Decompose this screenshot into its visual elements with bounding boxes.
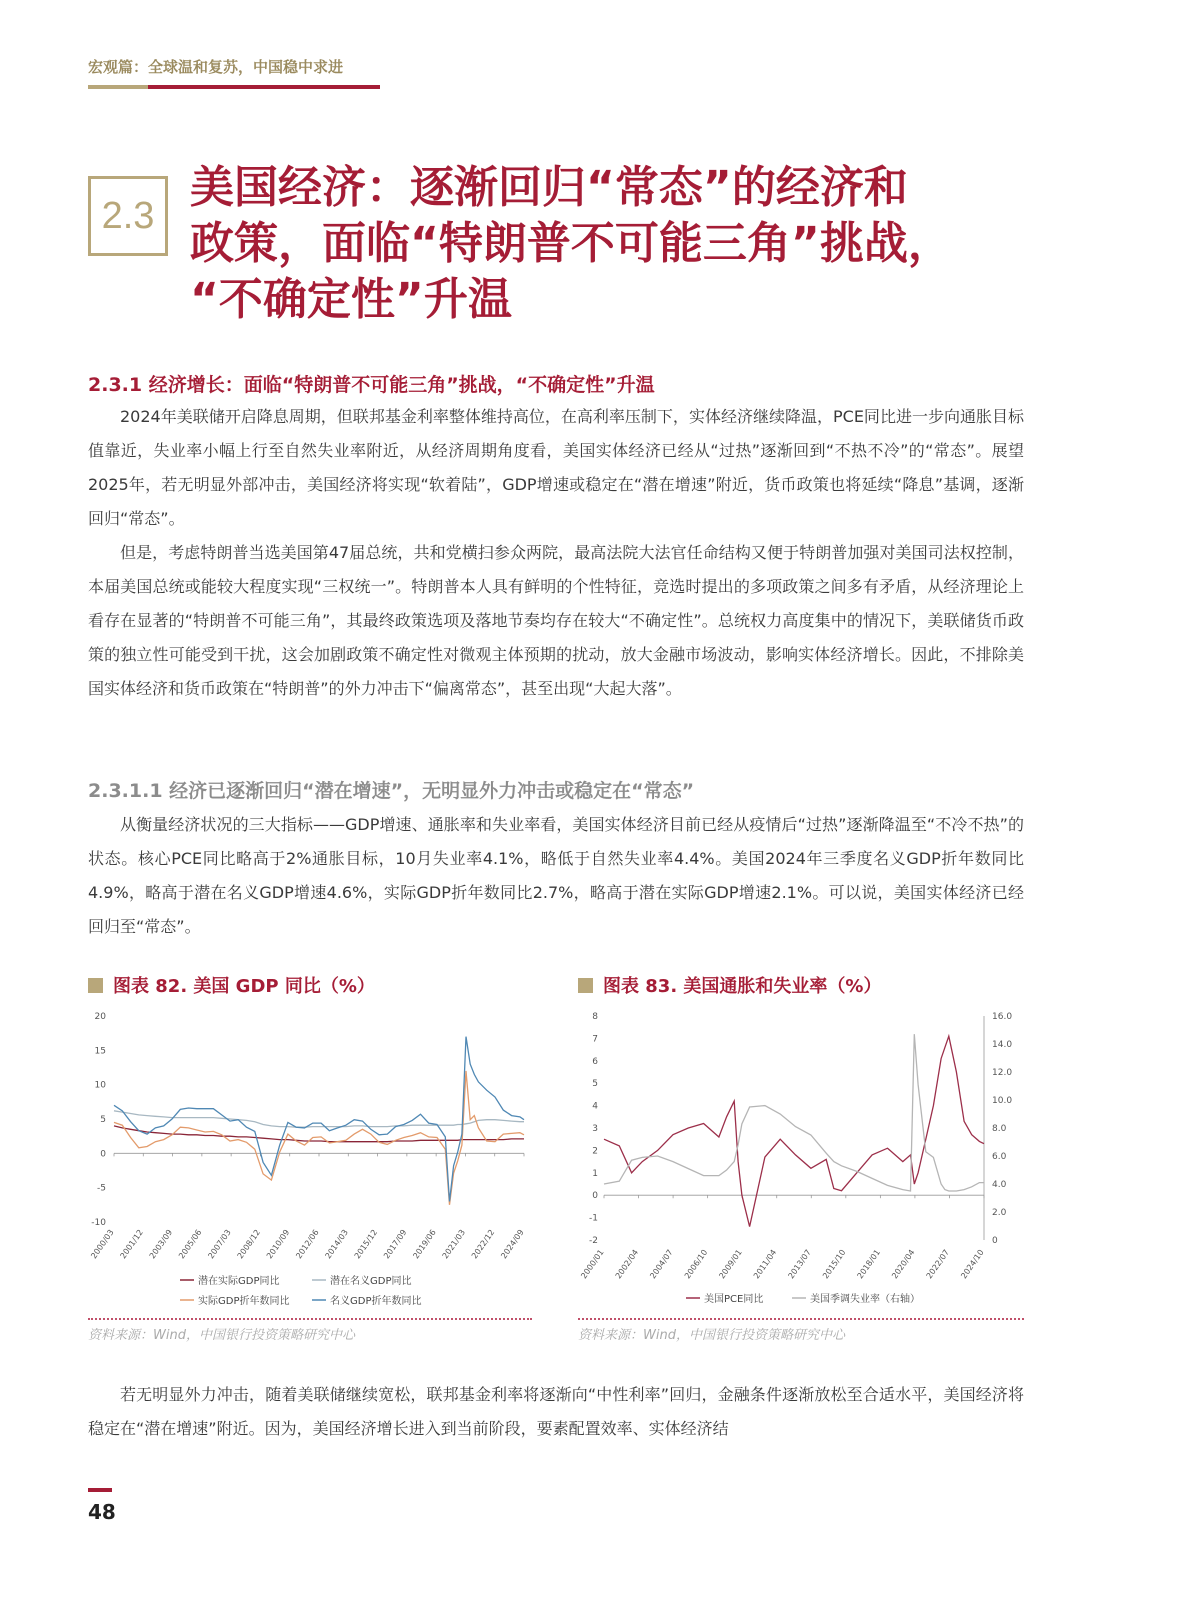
x-tick-label: 2018/01 <box>855 1247 883 1281</box>
section-number-box: 2.3 <box>88 176 168 256</box>
y2-tick-label: 16.0 <box>992 1012 1013 1022</box>
legend-label: 名义GDP折年数同比 <box>330 1296 422 1307</box>
figure-83-title <box>578 972 881 998</box>
y2-tick-label: 12.0 <box>992 1068 1013 1078</box>
y-tick-label: 4 <box>592 1101 598 1112</box>
x-tick-label: 2005/06 <box>177 1227 204 1261</box>
x-tick-label: 2000/01 <box>579 1247 606 1281</box>
figure-82-divider <box>88 1318 532 1320</box>
legend-label: 美国PCE同比 <box>704 1294 764 1305</box>
x-tick-label: 2017/09 <box>382 1227 409 1261</box>
x-tick-label: 2010/09 <box>264 1227 292 1261</box>
x-tick-label: 2006/10 <box>682 1247 710 1281</box>
y-tick-label: 1 <box>592 1168 598 1179</box>
running-header: 宏观篇：全球温和复苏，中国稳中求进 <box>88 58 344 76</box>
x-tick-label: 2024/09 <box>499 1227 526 1261</box>
legend-label: 潜在名义GDP同比 <box>330 1276 412 1287</box>
x-tick-label: 2004/07 <box>648 1247 675 1281</box>
x-tick-label: 2012/06 <box>294 1227 321 1261</box>
y-tick-label: 0 <box>592 1191 598 1202</box>
y-tick-label: 8 <box>592 1012 598 1022</box>
y-tick-label: -2 <box>589 1236 598 1246</box>
section-title-line: “不确定性”升温 <box>190 274 512 325</box>
figure-83-title-text: 图表 83. 美国通胀和失业率（%） <box>603 976 882 997</box>
subsubsection-heading: 2.3.1.1 经济已逐渐回归“潜在增速”，无明显外力冲击或稳定在“常态” <box>88 780 695 802</box>
x-tick-label: 2000/03 <box>89 1227 116 1261</box>
y-tick-label: 3 <box>592 1124 598 1134</box>
figure-82-title <box>88 972 375 998</box>
body-paragraph-1: 2024年美联储开启降息周期，但联邦基金利率整体维持高位，在高利率压制下，实体经济继续降温，PCE同比进一步向通胀目标值靠近，失业率小幅上行至自然失业率附近，从经济周期角度看，美国实体经济已经从“过热”逐渐回到“不热不冷”的“常态”。展望2025年，若无明显外部冲击，美国经济将实现“软着陆”，GDP增速或稳定在“潜在增速”附近，货币政策也将延续“降息”基调，逐渐回归“常态”。 <box>88 407 1024 528</box>
subsection-heading: 2.3.1 经济增长：面临“特朗普不可能三角”挑战，“不确定性”升温 <box>88 374 655 396</box>
header-rule-red <box>148 85 380 89</box>
x-tick-label: 2008/12 <box>235 1227 263 1261</box>
figure-square-icon <box>578 978 593 993</box>
legend-label: 美国季调失业率（右轴） <box>810 1294 920 1305</box>
figure-square-icon <box>88 978 103 993</box>
body-paragraph-3: 从衡量经济状况的三大指标——GDP增速、通胀率和失业率看，美国实体经济目前已经从疫情后“过热”逐渐降温至“不冷不热”的状态。核心PCE同比略高于2%通胀目标，10月失业率4.1%，略低于自然失业率4.4%。美国2024年三季度名义GDP折年数同比4.9%，略高于潜在名义GDP增速4.6%，实际GDP折年数同比2.7%，略高于潜在实际GDP增速2.1%。可以说，美国实体经济已经回归至“常态”。 <box>88 815 1024 936</box>
section-title-line: 美国经济：逐渐回归“常态”的经济和 <box>190 162 908 213</box>
y2-tick-label: 6.0 <box>992 1152 1007 1162</box>
series-line <box>604 1034 984 1191</box>
y-tick-label: 6 <box>592 1056 598 1067</box>
x-tick-label: 2015/10 <box>821 1247 848 1281</box>
y-tick-label: 20 <box>94 1012 106 1022</box>
y-tick-label: 7 <box>592 1034 598 1045</box>
x-tick-label: 2009/01 <box>717 1247 744 1281</box>
gdp-chart <box>84 1006 544 1316</box>
series-line <box>114 1037 524 1202</box>
header-rule-gold <box>88 85 148 89</box>
x-tick-label: 2001/12 <box>118 1227 145 1261</box>
y-tick-label: -5 <box>97 1183 106 1194</box>
y-tick-label: 2 <box>592 1146 598 1157</box>
x-tick-label: 2019/06 <box>411 1227 438 1261</box>
y2-tick-label: 0 <box>992 1236 998 1246</box>
y-tick-label: 0 <box>100 1149 106 1160</box>
legend-label: 潜在实际GDP同比 <box>198 1276 280 1287</box>
page-number: 48 <box>88 1500 116 1524</box>
body-paragraph-2: 但是，考虑特朗普当选美国第47届总统，共和党横扫参众两院，最高法院大法官任命结构又便于特朗普加强对美国司法权控制，本届美国总统或能较大程度实现“三权统一”。特朗普本人具有鲜明的个性特征，竞选时提出的多项政策之间多有矛盾，从经济理论上看存在显著的“特朗普不可能三角”，其最终政策选项及落地节奏均存在较大“不确定性”。总统权力高度集中的情况下，美联储货币政策的独立性可能受到干扰，这会加剧政策不确定性对微观主体预期的扰动，放大金融市场波动，影响实体经济增长。因此，不排除美国实体经济和货币政策在“特朗普”的外力冲击下“偏离常态”，甚至出现“大起大落”。 <box>88 543 1024 698</box>
y2-tick-label: 14.0 <box>992 1040 1013 1050</box>
figure-83-source: 资料来源：Wind，中国银行投资策略研究中心 <box>578 1328 845 1343</box>
legend-label: 实际GDP折年数同比 <box>198 1296 290 1307</box>
x-tick-label: 2007/03 <box>206 1227 233 1261</box>
y-tick-label: -1 <box>589 1213 598 1224</box>
section-title <box>190 160 1040 328</box>
section-title-line: 政策，面临“特朗普不可能三角”挑战， <box>190 218 952 269</box>
y2-tick-label: 8.0 <box>992 1124 1007 1134</box>
x-tick-label: 2015/12 <box>352 1227 380 1261</box>
x-tick-label: 2014/03 <box>323 1227 350 1261</box>
inflation-unemployment-chart <box>574 1006 1034 1316</box>
y2-tick-label: 10.0 <box>992 1096 1013 1106</box>
x-tick-label: 2013/07 <box>786 1247 813 1281</box>
series-line <box>604 1036 984 1226</box>
x-tick-label: 2011/04 <box>751 1247 779 1281</box>
x-tick-label: 2002/04 <box>613 1247 641 1281</box>
x-tick-label: 2024/10 <box>959 1247 986 1281</box>
figure-82-source: 资料来源：Wind，中国银行投资策略研究中心 <box>88 1328 355 1343</box>
x-tick-label: 2020/04 <box>890 1247 917 1281</box>
y2-tick-label: 4.0 <box>992 1180 1007 1190</box>
x-tick-label: 2022/07 <box>924 1247 952 1281</box>
x-tick-label: 2021/03 <box>440 1227 468 1261</box>
figure-83-divider <box>578 1318 1024 1320</box>
x-tick-label: 2003/09 <box>147 1227 175 1261</box>
x-tick-label: 2022/12 <box>469 1227 497 1261</box>
y-tick-label: 5 <box>592 1079 598 1090</box>
y-tick-label: 15 <box>94 1046 106 1057</box>
y-tick-label: 10 <box>94 1080 106 1091</box>
y-tick-label: -10 <box>91 1218 106 1228</box>
figure-82-title-text: 图表 82. 美国 GDP 同比（%） <box>113 976 375 997</box>
y2-tick-label: 2.0 <box>992 1208 1007 1218</box>
y-tick-label: 5 <box>100 1115 106 1125</box>
body-paragraph-4: 若无明显外力冲击，随着美联储继续宽松，联邦基金利率将逐渐向“中性利率”回归，金融条件逐渐放松至合适水平，美国经济将稳定在“潜在增速”附近。因为，美国经济增长进入到当前阶段，要素配置效率、实体经济结 <box>88 1385 1024 1438</box>
page-number-bar <box>88 1488 112 1492</box>
series-line <box>114 1071 524 1205</box>
